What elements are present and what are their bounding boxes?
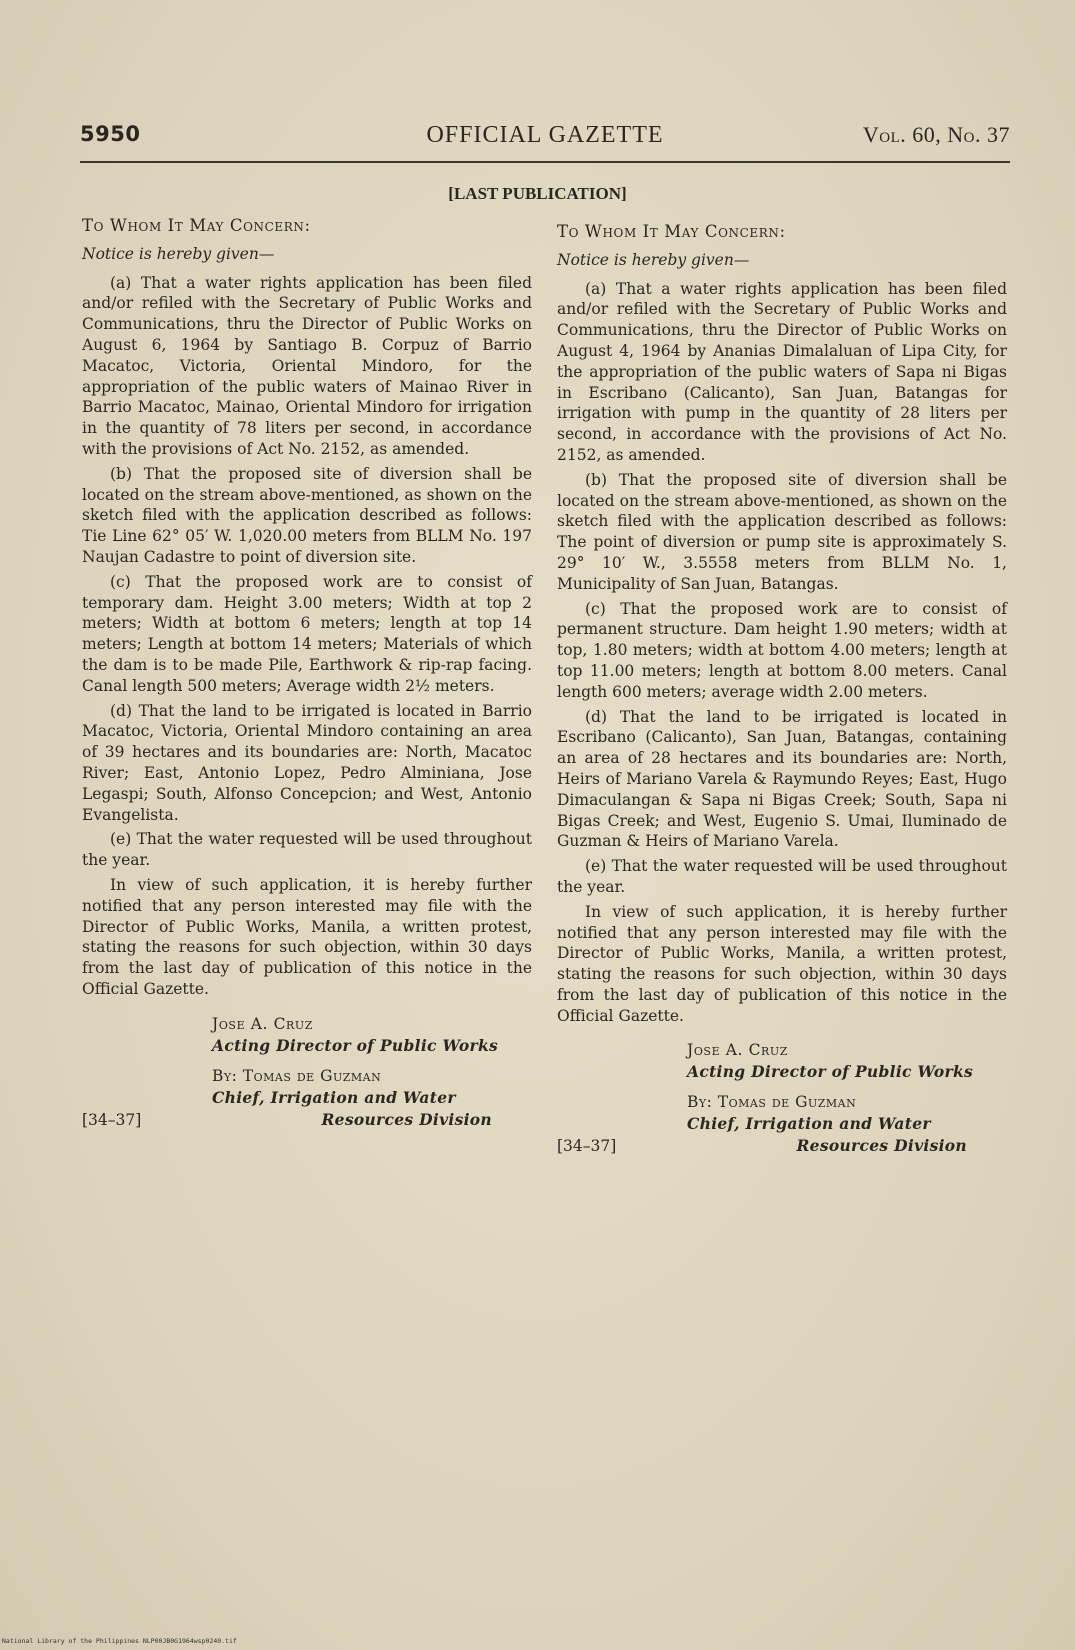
signed-by-role: Chief, Irrigation and Water — [687, 1114, 931, 1134]
salutation: To Whom It May Concern: — [82, 216, 311, 235]
issue-reference: [34–37] — [82, 1110, 142, 1129]
intro-line: Notice is hereby given— — [82, 244, 275, 263]
salutation: To Whom It May Concern: — [557, 222, 786, 241]
volume-number: Vol. 60, No. 37 — [862, 122, 1010, 147]
paragraph-d: (d) That the land to be irrigated is located in Barrio Macatoc, Victoria, Oriental Mindoro containing an area of 39 hectares and its boundaries are: North, Macatoc River; East, Antonio Lopez, Pedro Alminiana, Jose Legaspi; South, Alfonso Concepcion; and West, Antonio Evangelista. — [82, 701, 532, 824]
publication-title: OFFICIAL GAZETTE — [426, 122, 664, 148]
paragraph-e: (e) That the water requested will be used throughout the year. — [557, 857, 1007, 896]
paragraph-a: (a) That a water rights application has been filed and/or refiled with the Secretary of Public Works and Communications, thru the Director of Public Works on August 6, 1964 by Santiago B. Corpuz of Barrio Macatoc, Victoria, Oriental Mindoro, for the appropriation of the public waters of Mainao River in Barrio Macatoc, Mainao, Oriental Mindoro for irrigation in the quantity of 78 liters per second, in accordance with the provisions of Act No. 2152, as amended. — [82, 273, 532, 458]
signature-block — [557, 1040, 1007, 1160]
paragraph-protest: In view of such application, it is hereby further notified that any person interested may file with the Director of Public Works, Manila, a written protest, stating the reasons for such objection, within 30 days from the last day of publication of this notice in the Official Gazette. — [557, 902, 1007, 1025]
page-header — [80, 122, 1010, 156]
section-title: [LAST PUBLICATION] — [448, 184, 627, 203]
paragraph-d: (d) That the land to be irrigated is located in Escribano (Calicanto), San Juan, Batangas, containing an area of 28 hectares and its boundaries are: North, Heirs of Mariano Varela & Raymundo Reyes; East, Hugo Dimaculangan & Sapa ni Bigas Creek; South, Sapa ni Bigas Creek; and West, Eugenio S. Umai, Iluminado de Guzman & Heirs of Mariano Varela. — [557, 707, 1007, 851]
signed-by-role: Chief, Irrigation and Water — [212, 1087, 456, 1107]
paragraph-protest: In view of such application, it is hereby further notified that any person interested may file with the Director of Public Works, Manila, a written protest, stating the reasons for such objection, within 30 days from the last day of publication of this notice in the Official Gazette. — [82, 875, 532, 998]
signatory-name: Jose A. Cruz — [212, 1014, 314, 1033]
header-rule — [80, 161, 1010, 163]
signed-by: By: Tomas de Guzman — [687, 1093, 857, 1112]
notice-right — [557, 222, 1007, 1160]
signature-block — [82, 1014, 532, 1134]
paragraph-c: (c) That the proposed work are to consist of temporary dam. Height 3.00 meters; Width at top 2 meters; Width at bottom 6 meters; length at top 14 meters; Length at bottom 14 meters; Materials of which the dam is to be made Pile, Earthwork & rip-rap facing. Canal length 500 meters; Average width 2½ meters. — [82, 572, 532, 695]
paragraph-a: (a) That a water rights application has been filed and/or refiled with the Secretary of Public Works and Communications, thru the Director of Public Works on August 4, 1964 by Ananias Dimalaluan of Lipa City, for the appropriation of the public waters of Sapa ni Bigas in Escribano (Calicanto), San Juan, Batangas for irrigation with pump in the quantity of 28 liters per second, in accordance with the provisions of Act No. 2152, as amended. — [557, 279, 1007, 464]
intro-line: Notice is hereby given— — [557, 250, 750, 269]
paragraph-b: (b) That the proposed site of diversion shall be located on the stream above-mentioned, as shown on the sketch filed with the application described as follows: Tie Line 62° 05′ W. 1,020.00 meters from BLLM No. 197 Naujan Cadastre to point of diversion site. — [82, 464, 532, 566]
scan-footer: National Library of the Philippines NLP00JB0G1964wsp0240.tif — [2, 1637, 237, 1645]
paragraph-e: (e) That the water requested will be used throughout the year. — [82, 830, 532, 870]
notice-left — [82, 216, 532, 1134]
issue-reference: [34–37] — [557, 1137, 617, 1156]
signatory-title: Acting Director of Public Works — [687, 1062, 974, 1082]
signatory-title: Acting Director of Public Works — [212, 1035, 499, 1055]
page-number: 5950 — [80, 122, 141, 146]
signed-by: By: Tomas de Guzman — [212, 1066, 382, 1085]
paragraph-b: (b) That the proposed site of diversion shall be located on the stream above-mentioned, as shown on the sketch filed with the application described as follows: The point of diversion or pump site is approximately S. 29° 10′ W., 3.5558 meters from BLLM No. 1, Municipality of San Juan, Batangas. — [557, 470, 1007, 593]
signatory-name: Jose A. Cruz — [687, 1041, 789, 1060]
paragraph-c: (c) That the proposed work are to consist of permanent structure. Dam height 1.90 meters; width at top, 1.80 meters; width at bottom 4.00 meters; length at top 11.00 meters; length at bottom 8.00 meters. Canal length 600 meters; average width 2.00 meters. — [557, 599, 1007, 701]
signed-by-division: Resources Division — [796, 1136, 967, 1156]
signed-by-division: Resources Division — [321, 1109, 492, 1129]
